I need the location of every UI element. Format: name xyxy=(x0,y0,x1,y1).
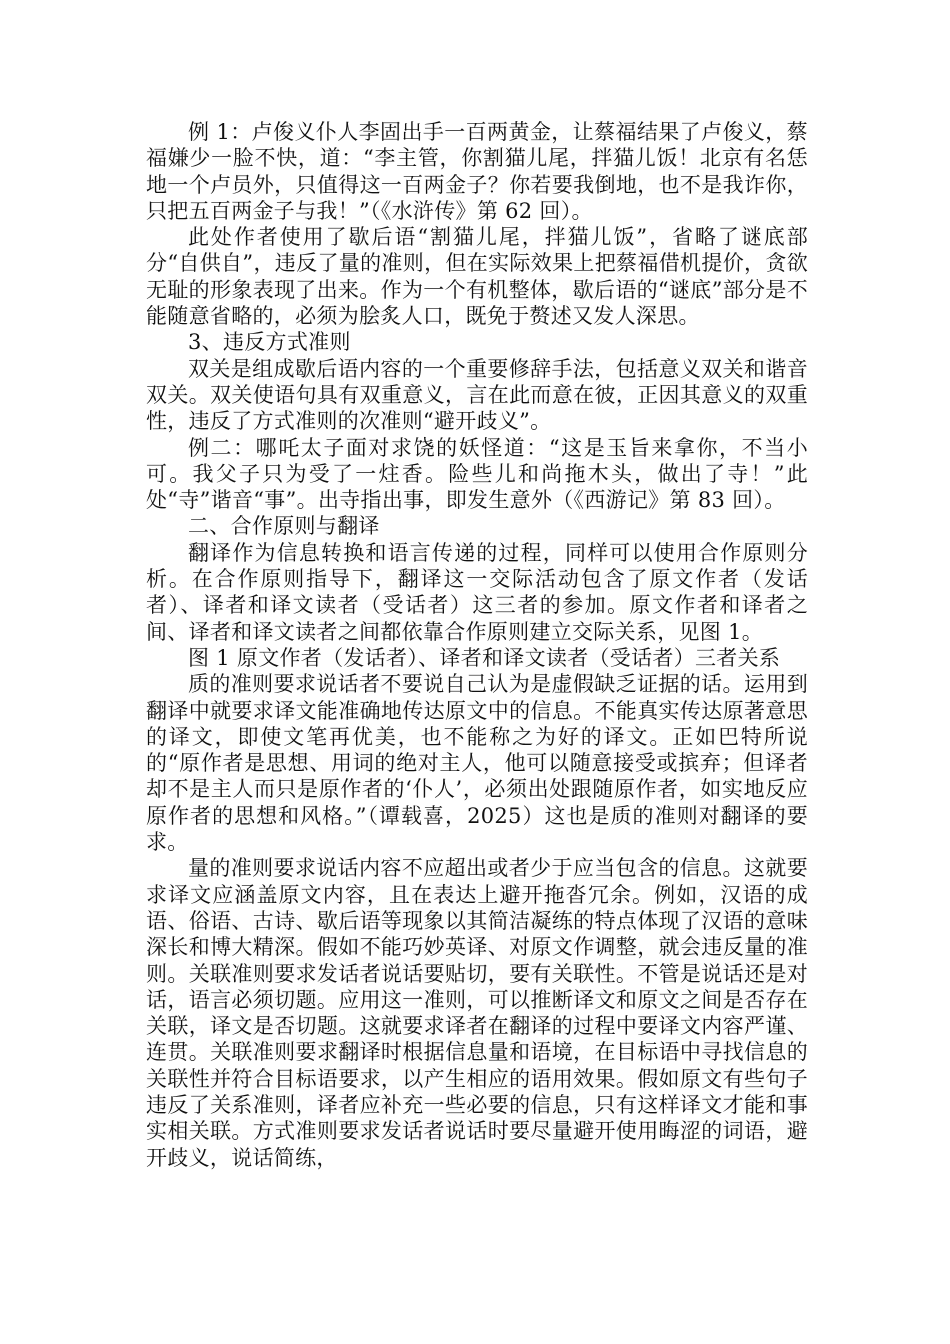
paragraph-example-2: 例二：哪吒太子面对求饶的妖怪道：“这是玉旨来拿你，不当小可。我父子只为受了一炷香。险些儿和尚拖木头，做出了寺！”此处“寺”谐音“事”。出寺指出事，即发生意外（《西游记》第 83 回）。 xyxy=(146,435,808,513)
paragraph-example-1: 例 1：卢俊义仆人李固出手一百两黄金，让蔡福结果了卢俊义，蔡福嫌少一脸不快，道：“李主管，你割猫儿尾，拌猫儿饭！北京有名恁地一个卢员外，只值得这一百两金子？你若要我倒地，也不是我诈你，只把五百两金子与我！”（《水浒传》第 62 回）。 xyxy=(146,120,808,223)
section-heading-manner: 3、违反方式准则 xyxy=(188,330,351,355)
paragraph-pun: 双关是组成歇后语内容的一个重要修辞手法，包括意义双关和谐音双关。双关使语句具有双重意义，言在此而意在彼，正因其意义的双重性，违反了方式准则的次准则“避开歧义”。 xyxy=(146,356,808,434)
document-page xyxy=(146,119,808,1171)
figure-caption: 图 1 原文作者（发话者）、译者和译文读者（受话者）三者关系 xyxy=(188,645,781,670)
paragraph-quality: 质的准则要求说话者不要说自己认为是虚假缺乏证据的话。运用到翻译中就要求译文能准确地传达原文中的信息。不能真实传达原著意思的译文，即使文笔再优美，也不能称之为好的译文。正如巴特所说的“原作者是思想、用词的绝对主人，他可以随意接受或摈弃；但译者却不是主人而只是原作者的‘仆人’，必须出处跟随原作者，如实地反应原作者的思想和风格。”（谭载喜，2025）这也是质的准则对翻译的要求。 xyxy=(146,672,808,855)
section-heading-translation: 二、合作原则与翻译 xyxy=(188,514,380,539)
paragraph-translation-intro: 翻译作为信息转换和语言传递的过程，同样可以使用合作原则分析。在合作原则指导下，翻译这一交际活动包含了原文作者（发话者）、译者和译文读者（受话者）这三者的参加。原文作者和译者之间、译者和译文读者之间都依靠合作原则建立交际关系，见图 1。 xyxy=(146,540,808,644)
paragraph-quantity-relation: 量的准则要求说话内容不应超出或者少于应当包含的信息。这就要求译文应涵盖原文内容，且在表达上避开拖沓冗余。例如，汉语的成语、俗语、古诗、歇后语等现象以其简洁凝练的特点体现了汉语的意味深长和博大精深。假如不能巧妙英译、对原文作调整，就会违反量的准则。关联准则要求发话者说话要贴切，要有关联性。不管是说话还是对话，语言必须切题。应用这一准则，可以推断译文和原文之间是否存在关联，译文是否切题。这就要求译者在翻译的过程中要译文内容严谨、连贯。关联准则要求翻译时根据信息量和语境，在目标语中寻找信息的关联性并符合目标语要求，以产生相应的语用效果。假如原文有些句子违反了关系准则，译者应补充一些必要的信息，只有这样译文才能和事实相关联。方式准则要求发话者说话时要尽量避开使用晦涩的词语，避开歧义，说话简练， xyxy=(146,856,808,1170)
paragraph-analysis-1: 此处作者使用了歇后语“割猫儿尾，拌猫儿饭”，省略了谜底部分“自供自”，违反了量的准则，但在实际效果上把蔡福借机提价，贪欲无耻的形象表现了出来。作为一个有机整体，歇后语的“谜底”部分是不能随意省略的，必须为脍炙人口，既免于赘述又发人深思。 xyxy=(146,225,808,329)
